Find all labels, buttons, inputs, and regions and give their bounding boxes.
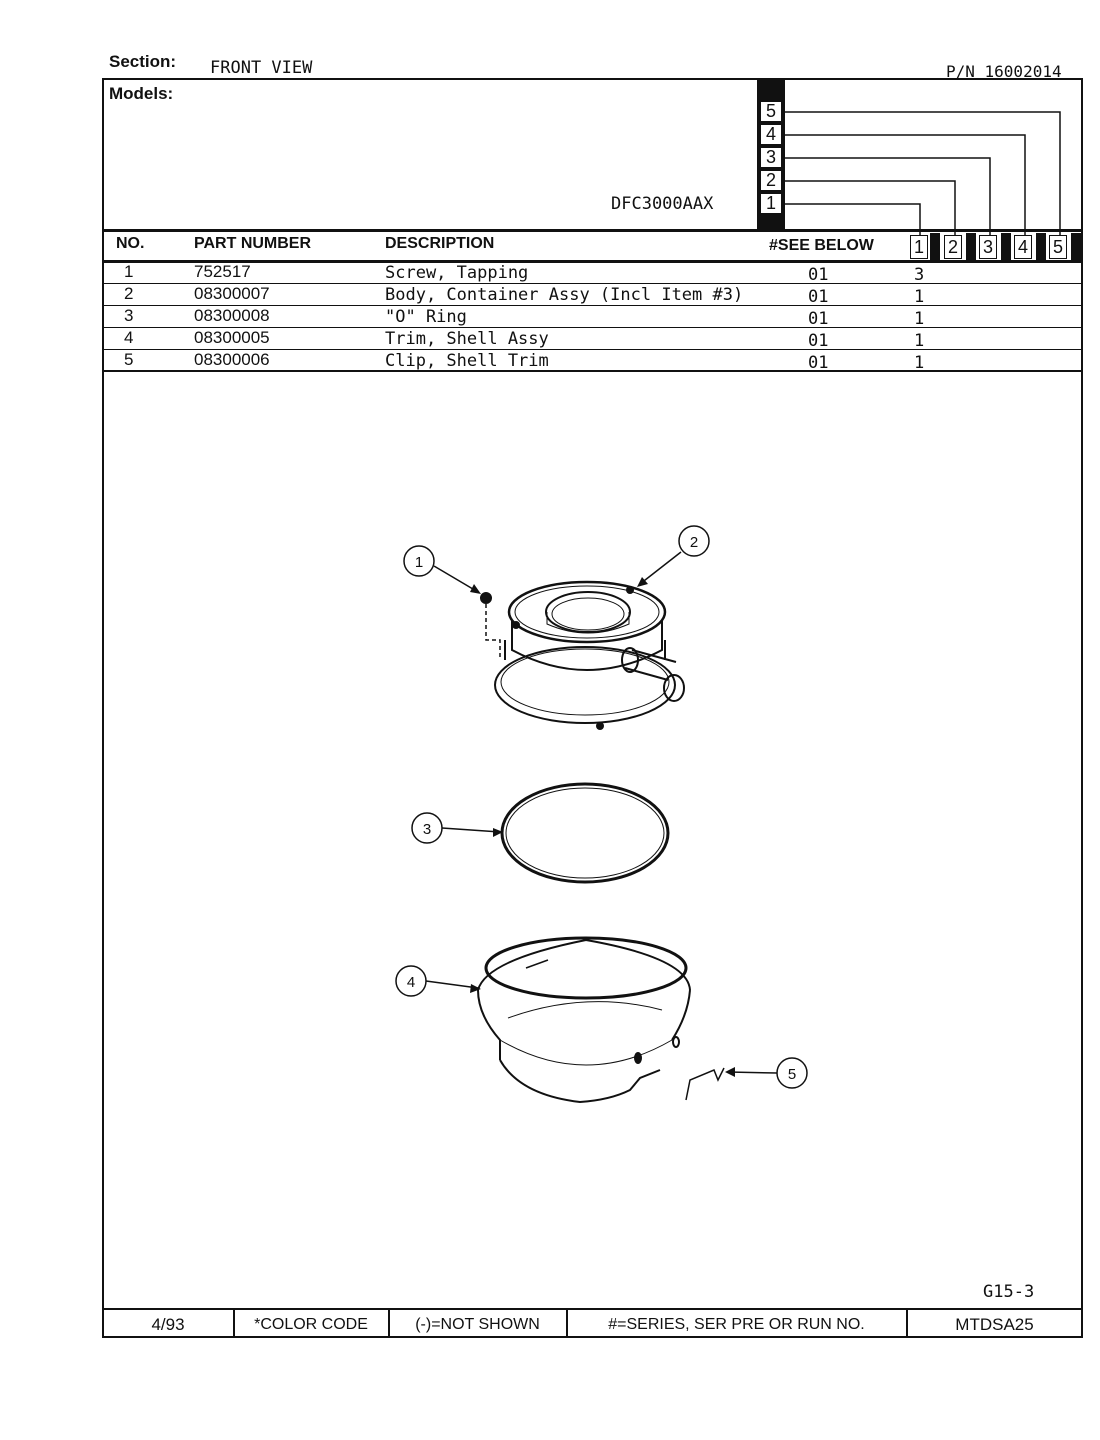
row-no: 3 bbox=[124, 306, 134, 325]
model-box-2: 2 bbox=[760, 170, 782, 191]
footer-top-line bbox=[102, 1308, 1083, 1310]
row-no: 2 bbox=[124, 284, 134, 303]
container-body-part bbox=[495, 582, 684, 729]
page-code: G15-3 bbox=[983, 1282, 1035, 1302]
column-box-2: 2 bbox=[944, 235, 962, 259]
callout-4: 4 bbox=[406, 974, 416, 991]
callout-3: 3 bbox=[422, 821, 432, 838]
row-see-below: 01 bbox=[808, 287, 829, 307]
row-description: Body, Container Assy (Incl Item #3) bbox=[385, 285, 744, 305]
header-see-below: #SEE BELOW bbox=[769, 237, 874, 254]
row-qty: 1 bbox=[914, 309, 925, 329]
row-part-number: 08300008 bbox=[194, 306, 270, 325]
header-no: NO. bbox=[116, 235, 145, 252]
row-see-below: 01 bbox=[808, 265, 829, 285]
row-no: 4 bbox=[124, 328, 134, 347]
row-see-below: 01 bbox=[808, 309, 829, 329]
section-label: Section: bbox=[109, 52, 177, 71]
row-part-number: 752517 bbox=[194, 262, 251, 281]
header-description: DESCRIPTION bbox=[385, 235, 495, 252]
row-description: Screw, Tapping bbox=[385, 263, 529, 283]
row-see-below: 01 bbox=[808, 331, 829, 351]
shell-trim-part bbox=[478, 938, 690, 1102]
row-qty: 3 bbox=[914, 265, 925, 285]
row-part-number: 08300007 bbox=[194, 284, 270, 303]
row-part-number: 08300006 bbox=[194, 350, 270, 369]
clip-part bbox=[686, 1068, 724, 1100]
models-label: Models: bbox=[109, 84, 174, 103]
model-name: DFC3000AAX bbox=[611, 194, 714, 214]
footer-code: MTDSA25 bbox=[955, 1315, 1034, 1334]
screw-part bbox=[481, 593, 500, 660]
model-box-1: 1 bbox=[760, 193, 782, 214]
footer-series: #=SERIES, SER PRE OR RUN NO. bbox=[608, 1316, 865, 1333]
model-box-5: 5 bbox=[760, 101, 782, 122]
callout-5: 5 bbox=[787, 1066, 797, 1083]
row-qty: 1 bbox=[914, 287, 925, 307]
row-description: Trim, Shell Assy bbox=[385, 329, 549, 349]
o-ring-part bbox=[502, 784, 668, 882]
row-qty: 1 bbox=[914, 331, 925, 351]
row-description: Clip, Shell Trim bbox=[385, 351, 549, 371]
row-description: "O" Ring bbox=[385, 307, 467, 327]
column-box-5: 5 bbox=[1049, 235, 1067, 259]
column-box-3: 3 bbox=[979, 235, 997, 259]
header-part-number: PART NUMBER bbox=[194, 235, 312, 252]
row-no: 5 bbox=[124, 350, 134, 369]
model-box-3: 3 bbox=[760, 147, 782, 168]
footer-color-code: *COLOR CODE bbox=[254, 1316, 368, 1333]
footer-not-shown: (-)=NOT SHOWN bbox=[415, 1316, 540, 1333]
column-box-4: 4 bbox=[1014, 235, 1032, 259]
row-qty: 1 bbox=[914, 353, 925, 373]
row-see-below: 01 bbox=[808, 353, 829, 373]
callout-2: 2 bbox=[689, 534, 699, 551]
row-no: 1 bbox=[124, 262, 134, 281]
row-part-number: 08300005 bbox=[194, 328, 270, 347]
section-value: FRONT VIEW bbox=[210, 58, 313, 78]
column-box-1: 1 bbox=[910, 235, 928, 259]
footer-date: 4/93 bbox=[151, 1315, 185, 1334]
callout-1: 1 bbox=[414, 554, 424, 571]
part-number-label: P/N 16002014 bbox=[946, 62, 1062, 81]
model-box-4: 4 bbox=[760, 124, 782, 145]
